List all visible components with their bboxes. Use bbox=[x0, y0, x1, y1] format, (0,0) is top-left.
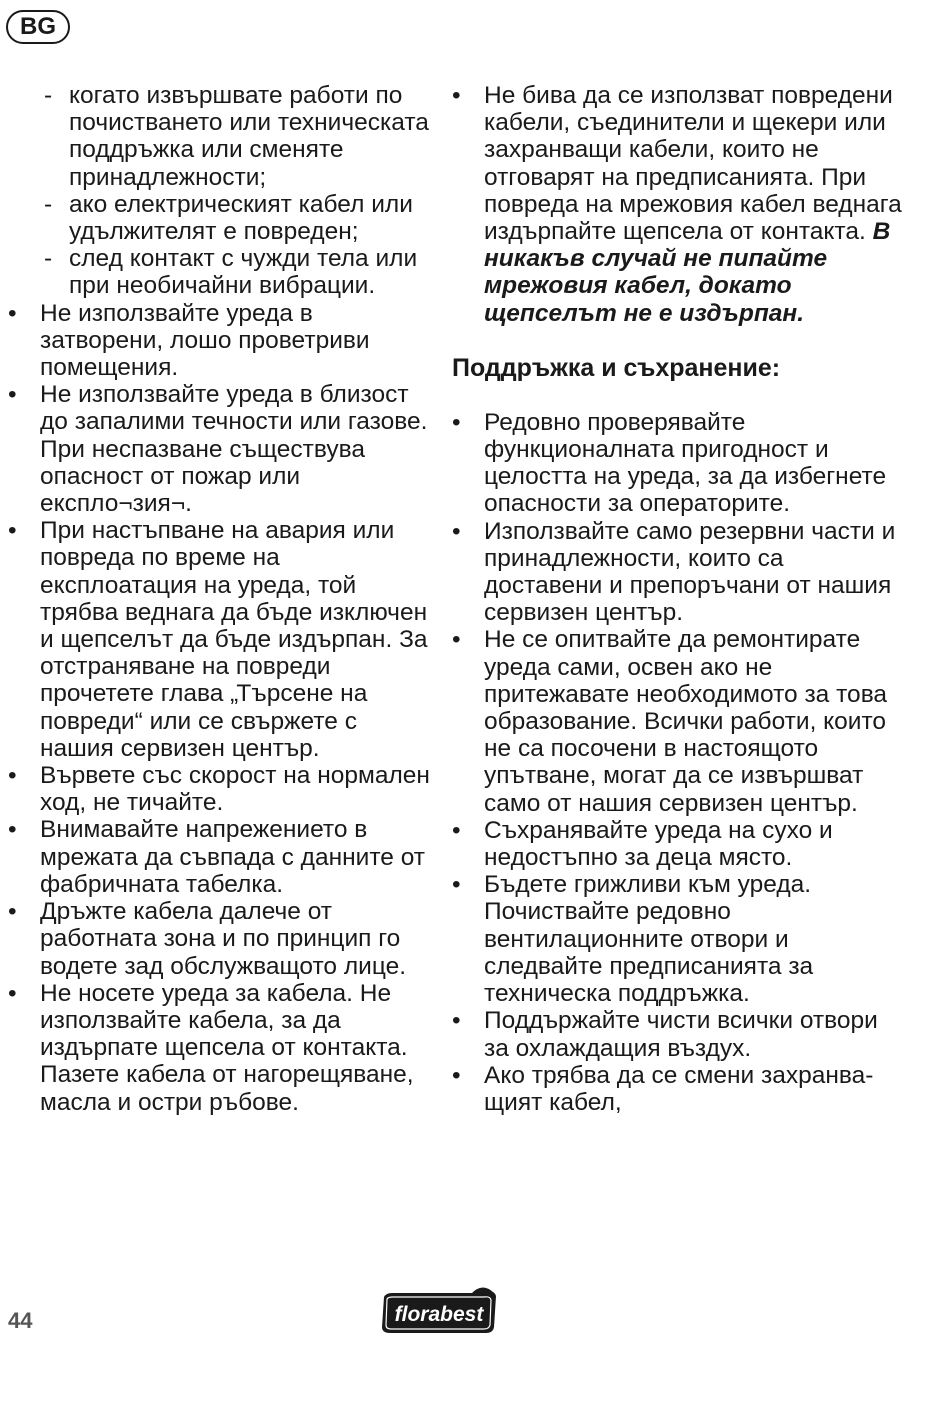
bullet-marker: • bbox=[452, 626, 461, 654]
bullet-list bbox=[452, 409, 902, 1116]
bullet-marker: • bbox=[452, 816, 461, 844]
bullet-marker: • bbox=[452, 1007, 461, 1035]
list-item-text: Ако трябва да се смени захранва-щият кабел, bbox=[484, 1061, 874, 1116]
list-item-text: Не носете уреда за кабела. Не използвайте кабела, за да издърпате щепсела от контакта. Пазете кабела от нагорещяване, масла и остри ръбове. bbox=[40, 979, 414, 1116]
bullet-list-item bbox=[452, 817, 902, 871]
list-item-text: Не бива да се използват повредени кабели, съединители и щекери или захранващи кабели, които не отговарят на предписанията. При повреда на мрежовия кабел веднага издърпайте щепсела от контакта. bbox=[484, 82, 902, 246]
bullet-marker: • bbox=[8, 898, 17, 926]
bullet-list-item bbox=[8, 300, 433, 382]
bullet-list-item bbox=[452, 626, 902, 816]
dash-marker: - bbox=[44, 190, 53, 218]
list-item-text: Използвайте само резервни части и принадлежности, които са доставени и препоръчани от нашия сервизен център. bbox=[484, 517, 896, 627]
bullet-marker: • bbox=[452, 82, 461, 109]
dash-marker: - bbox=[44, 245, 53, 273]
list-item-text: При настъпване на авария или повреда по време на експлоатация на уреда, той трябва веднага да бъде изключен и щепселът да бъде издърпан. За отстраняване на повреди прочетете глава „Търсене на повреди“ или се свържете с нашия сервизен център. bbox=[40, 517, 428, 762]
list-item-text: Съхранявайте уреда на сухо и недостъпно за деца място. bbox=[484, 816, 833, 872]
bullet-marker: • bbox=[8, 762, 17, 790]
list-item-text: Не използвайте уреда в затворени, лошо проветриви помещения. bbox=[40, 299, 370, 382]
logo-text: florabest bbox=[394, 1303, 484, 1326]
bullet-list-item bbox=[8, 898, 433, 980]
bullet-marker: • bbox=[8, 816, 17, 844]
language-badge: BG bbox=[6, 10, 70, 44]
bullet-list-item bbox=[452, 518, 902, 627]
bullet-list-item bbox=[8, 381, 433, 517]
list-item-text: Не използвайте уреда в близост до запалими течности или газове. При неспазване съществува опасност от пожар или експло¬зия¬. bbox=[40, 381, 428, 518]
dash-marker: - bbox=[44, 82, 53, 109]
bullet-list-item bbox=[8, 762, 433, 816]
bullet-list-item bbox=[452, 1007, 902, 1061]
bullet-marker: • bbox=[452, 408, 461, 436]
right-column bbox=[452, 82, 902, 1116]
bullet-marker: • bbox=[452, 517, 461, 545]
bullet-list bbox=[8, 300, 433, 1116]
bullet-list-item bbox=[452, 871, 902, 1007]
section-heading: Поддръжка и съхранение: bbox=[452, 353, 781, 382]
list-item-text: Вървете със скорост на нормален ход, не тичайте. bbox=[40, 762, 430, 817]
bullet-marker: • bbox=[452, 871, 461, 899]
bullet-marker: • bbox=[8, 299, 17, 327]
bullet-marker: • bbox=[8, 979, 17, 1007]
warning-emphasis: В никакъв случай не пипайте мрежовия кабел, докато щепселът не е издърпан. bbox=[484, 218, 891, 327]
bullet-list-item bbox=[452, 82, 902, 327]
bullet-list-item bbox=[8, 517, 433, 762]
bullet-marker: • bbox=[8, 517, 17, 545]
dash-list bbox=[8, 82, 433, 300]
dash-list-item bbox=[8, 191, 433, 245]
list-item-text: Редовно проверявайте функционалната пригодност и целостта на уреда, за да избегнете опасности за операторите. bbox=[484, 408, 887, 518]
bullet-marker: • bbox=[8, 381, 17, 409]
bullet-list-item bbox=[452, 1062, 902, 1116]
bullet-list-item bbox=[8, 816, 433, 898]
dash-list-item bbox=[8, 82, 433, 191]
list-item-text: когато извършвате работи по почистването или техническата поддръжка или сменяте принадлежности; bbox=[69, 82, 429, 191]
dash-list-item bbox=[8, 245, 433, 299]
bullet-list-item bbox=[8, 980, 433, 1116]
left-column bbox=[8, 82, 433, 1116]
page-number: 44 bbox=[8, 1308, 33, 1333]
list-item-text: ако електрическият кабел или удължителят е повреден; bbox=[69, 190, 413, 246]
list-item-text: след контакт с чужди тела или при необичайни вибрации. bbox=[69, 245, 418, 300]
florabest-logo bbox=[378, 1287, 500, 1337]
list-item-text: Не се опитвайте да ремонтирате уреда сами, освен ако не притежавате необходимото за това образование. Всички работи, които не са посочени в настоящото упътване, могат да се извършват само от нашия сервизен център. bbox=[484, 626, 888, 817]
bullet-marker: • bbox=[452, 1061, 461, 1089]
list-item-text: Бъдете грижливи към уреда. Почиствайте редовно вентилационните отвори и следвайте предписанията за техническа поддръжка. bbox=[484, 871, 814, 1008]
bullet-list bbox=[452, 82, 902, 327]
list-item-text: Поддържайте чисти всички отвори за охлаждащия въздух. bbox=[484, 1007, 878, 1062]
list-item-text: Внимавайте напрежението в мрежата да съвпада с данните от фабричната табелка. bbox=[40, 816, 426, 898]
bullet-list-item bbox=[452, 409, 902, 518]
list-item-text: Дръжте кабела далече от работната зона и по принцип го водете зад обслужващото лице. bbox=[40, 898, 407, 980]
